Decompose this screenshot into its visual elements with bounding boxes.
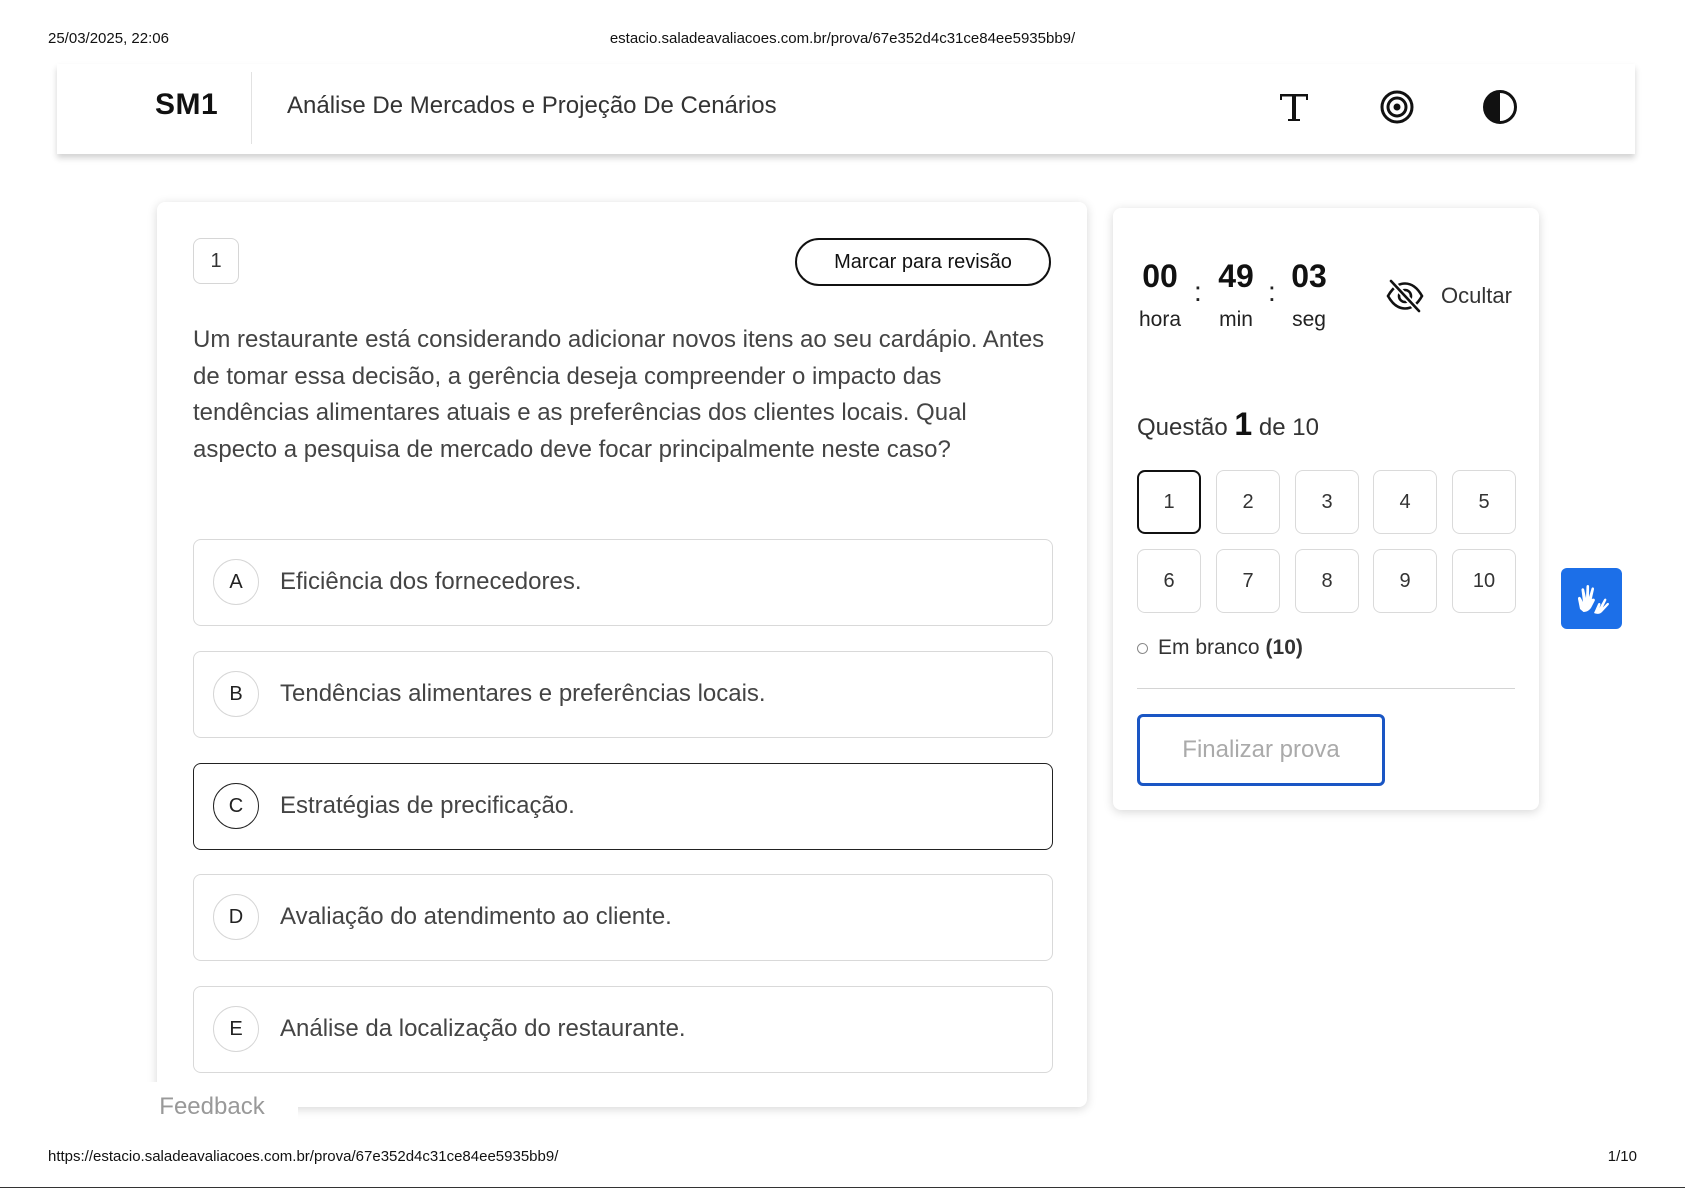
blank-status xyxy=(1137,636,1303,660)
timer-seconds: 03 xyxy=(1291,258,1327,294)
timer-separator: : xyxy=(1268,276,1276,307)
eye-off-icon xyxy=(1385,276,1425,316)
option-e[interactable] xyxy=(193,986,1053,1073)
print-header xyxy=(48,30,1637,50)
timer-minutes: 49 xyxy=(1218,258,1254,294)
question-nav-2[interactable]: 2 xyxy=(1216,470,1280,534)
option-d[interactable] xyxy=(193,874,1053,961)
brand-divider xyxy=(251,72,252,144)
feedback-tab[interactable]: Feedback xyxy=(126,1082,298,1132)
question-number: 1 xyxy=(193,238,239,284)
option-text: Avaliação do atendimento ao cliente. xyxy=(280,903,672,930)
blank-label: Em branco xyxy=(1158,636,1260,659)
question-nav-7[interactable]: 7 xyxy=(1216,549,1280,613)
question-text: Um restaurante está considerando adicionar novos itens ao seu cardápio. Antes de tomar essa decisão, a gerência deseja compreender o impacto das tendências alimentares atuais e as preferências dos clientes locais. Qual aspecto a pesquisa de mercado deve focar principalmente neste caso? xyxy=(193,326,1045,463)
option-letter: C xyxy=(213,783,259,829)
question-card xyxy=(157,202,1087,1107)
print-footer xyxy=(48,1148,1637,1168)
blank-dot-icon xyxy=(1137,643,1148,654)
option-text: Estratégias de precificação. xyxy=(280,792,575,819)
timer-minutes-label: min xyxy=(1219,308,1253,331)
question-nav-9[interactable]: 9 xyxy=(1373,549,1437,613)
contrast-icon xyxy=(1482,89,1518,125)
progress-prefix: Questão xyxy=(1137,414,1228,441)
timer-seconds-label: seg xyxy=(1292,308,1326,331)
question-nav-5[interactable]: 5 xyxy=(1452,470,1516,534)
finish-exam-button[interactable]: Finalizar prova xyxy=(1137,714,1385,786)
hide-timer-button[interactable] xyxy=(1385,274,1512,318)
option-text: Tendências alimentares e preferências locais. xyxy=(280,680,766,707)
option-letter: D xyxy=(213,894,259,940)
font-size-icon xyxy=(1277,90,1311,124)
question-nav-3[interactable]: 3 xyxy=(1295,470,1359,534)
print-footer-url: https://estacio.saladeavaliacoes.com.br/prova/67e352d4c31ce84ee5935bb9/ xyxy=(48,1148,559,1165)
option-text: Eficiência dos fornecedores. xyxy=(280,568,582,595)
sidebar-divider xyxy=(1137,688,1515,689)
brand-logo: SM1 xyxy=(155,88,219,121)
timer-hours: 00 xyxy=(1142,258,1178,294)
print-url: estacio.saladeavaliacoes.com.br/prova/67e352d4c31ce84ee5935bb9/ xyxy=(609,30,1076,47)
option-letter: B xyxy=(213,671,259,717)
course-title: Análise De Mercados e Projeção De Cenários xyxy=(287,92,777,119)
question-nav-10[interactable]: 10 xyxy=(1452,549,1516,613)
sign-language-icon xyxy=(1572,579,1612,619)
progress-suffix: de 10 xyxy=(1258,414,1319,441)
question-nav-6[interactable]: 6 xyxy=(1137,549,1201,613)
font-size-button[interactable] xyxy=(1269,82,1319,132)
print-datetime: 25/03/2025, 22:06 xyxy=(48,30,169,47)
target-icon xyxy=(1379,89,1415,125)
question-nav-8[interactable]: 8 xyxy=(1295,549,1359,613)
timer-separator: : xyxy=(1194,276,1202,307)
contrast-button[interactable] xyxy=(1475,82,1525,132)
question-progress xyxy=(1137,406,1319,443)
print-page-number: 1/10 xyxy=(1607,1148,1637,1165)
question-nav-1[interactable]: 1 xyxy=(1137,470,1201,534)
option-letter: E xyxy=(213,1006,259,1052)
top-bar xyxy=(57,64,1635,154)
page-edge-divider xyxy=(0,1187,1685,1188)
blank-count: (10) xyxy=(1265,636,1303,659)
question-nav-4[interactable]: 4 xyxy=(1373,470,1437,534)
option-a[interactable] xyxy=(193,539,1053,626)
option-text: Análise da localização do restaurante. xyxy=(280,1015,686,1042)
mark-for-review-button[interactable]: Marcar para revisão xyxy=(795,238,1051,286)
progress-current: 1 xyxy=(1234,406,1253,442)
option-b[interactable] xyxy=(193,651,1053,738)
option-c[interactable] xyxy=(193,763,1053,850)
exam-sidebar xyxy=(1113,208,1539,810)
option-letter: A xyxy=(213,559,259,605)
hide-timer-label: Ocultar xyxy=(1441,283,1512,308)
timer-hours-label: hora xyxy=(1138,308,1182,331)
target-button[interactable] xyxy=(1372,82,1422,132)
sign-language-button[interactable] xyxy=(1561,568,1622,629)
